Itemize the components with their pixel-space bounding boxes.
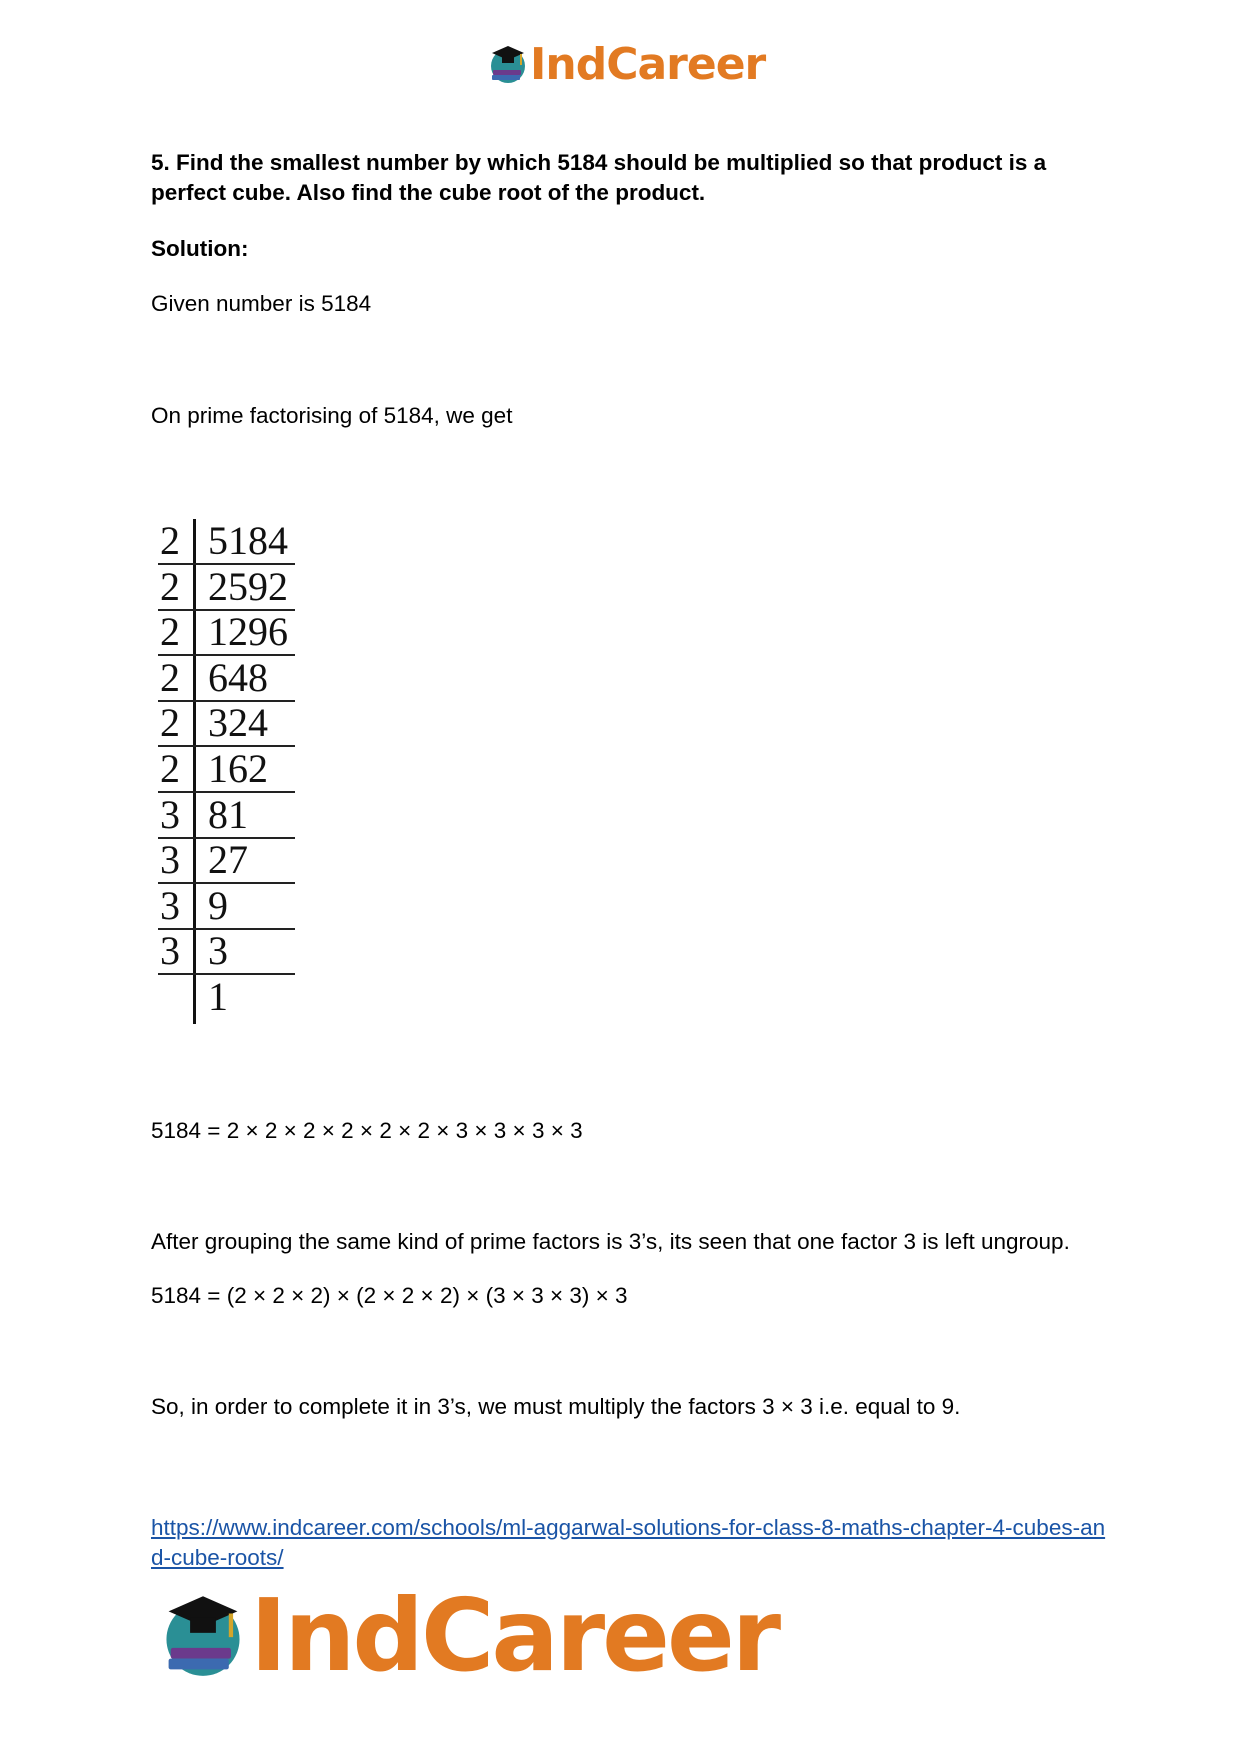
conclusion-line: So, in order to complete it in 3’s, we must multiply the factors 3 × 3 i.e. equal to 9. bbox=[151, 1394, 961, 1419]
ladder-divisor: 2 bbox=[160, 563, 180, 609]
ladder-value: 2592 bbox=[208, 563, 288, 609]
ladder-value: 81 bbox=[208, 791, 248, 837]
ladder-row bbox=[158, 519, 298, 565]
ladder-value: 324 bbox=[208, 700, 268, 746]
ladder-value: 5184 bbox=[208, 518, 288, 563]
ladder-row bbox=[158, 884, 298, 930]
ladder-row bbox=[158, 610, 298, 656]
ladder-row bbox=[158, 747, 298, 793]
ladder-value: 3 bbox=[208, 928, 228, 974]
product-line: 5184 = 2 × 2 × 2 × 2 × 2 × 2 × 3 × 3 × 3 × 3 bbox=[151, 1118, 583, 1143]
ladder-value: 162 bbox=[208, 746, 268, 791]
ladder-divisor: 2 bbox=[160, 746, 180, 791]
ladder-row bbox=[158, 975, 298, 1021]
book-graduation-cap-icon bbox=[488, 43, 528, 85]
ladder-divisor: 3 bbox=[160, 837, 180, 883]
logo-wordmark: IndCareer bbox=[250, 1576, 779, 1694]
ladder-value: 1 bbox=[208, 974, 228, 1019]
grouped-line: 5184 = (2 × 2 × 2) × (2 × 2 × 2) × (3 × 3 × 3) × 3 bbox=[151, 1283, 628, 1308]
ladder-row bbox=[158, 565, 298, 611]
ladder-value: 648 bbox=[208, 654, 268, 700]
given-line: Given number is 5184 bbox=[151, 291, 372, 316]
ladder-row bbox=[158, 656, 298, 702]
ladder-divisor: 3 bbox=[160, 928, 180, 974]
header-logo bbox=[488, 40, 765, 88]
ladder-divisor: 2 bbox=[160, 654, 180, 700]
solution-label: Solution: bbox=[151, 236, 249, 261]
ladder-row bbox=[158, 929, 298, 975]
ladder-divisor: 2 bbox=[160, 700, 180, 746]
logo-wordmark: IndCareer bbox=[530, 38, 766, 90]
ladder-value: 1296 bbox=[208, 609, 288, 655]
ladder-divisor: 2 bbox=[160, 609, 180, 655]
ladder-divisor: 2 bbox=[160, 518, 180, 563]
ladder-row bbox=[158, 838, 298, 884]
factorising-line: On prime factorising of 5184, we get bbox=[151, 403, 513, 428]
question-text: 5. Find the smallest number by which 5184 should be multiplied so that product is a perfect cube. Also find the cube root of the product. bbox=[151, 150, 1047, 205]
source-link[interactable]: https://www.indcareer.com/schools/ml-aggarwal-solutions-for-class-8-maths-chapter-4-cubes-and-cube-roots/ bbox=[151, 1515, 1106, 1570]
ladder-divisor: 3 bbox=[160, 882, 180, 928]
ladder-value: 27 bbox=[208, 837, 248, 883]
factor-ladder bbox=[158, 519, 308, 1024]
ladder-divisor: 3 bbox=[160, 791, 180, 837]
ladder-row bbox=[158, 793, 298, 839]
grouping-line: After grouping the same kind of prime factors is 3’s, its seen that one factor 3 is left ungroup. bbox=[151, 1229, 1070, 1254]
footer-logo bbox=[160, 1576, 779, 1694]
ladder-row bbox=[158, 701, 298, 747]
book-graduation-cap-icon bbox=[160, 1589, 246, 1681]
ladder-value: 9 bbox=[208, 882, 228, 928]
